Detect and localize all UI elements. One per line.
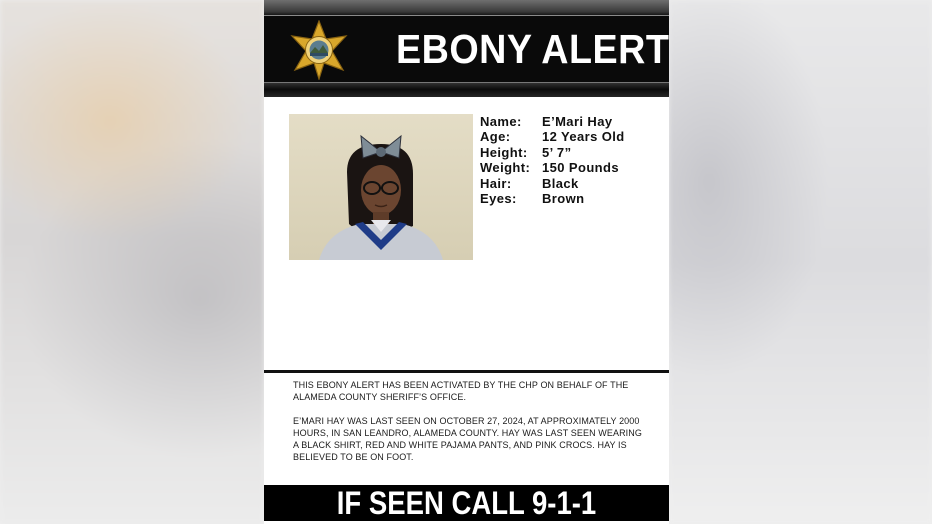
blurred-background-right <box>669 0 932 524</box>
detail-row-hair <box>480 176 660 191</box>
detail-row-weight <box>480 160 660 175</box>
detail-row-name <box>480 114 660 129</box>
detail-label: Hair: <box>480 175 512 191</box>
call-to-action-text: IF SEEN CALL 9-1-1 <box>336 485 597 521</box>
alert-poster <box>264 0 669 524</box>
detail-value: Brown <box>542 190 585 206</box>
detail-row-height <box>480 145 660 160</box>
blurred-background-left <box>0 0 264 524</box>
detail-value: 12 Years Old <box>542 129 625 145</box>
person-photo-image <box>289 114 473 260</box>
person-details <box>480 114 660 206</box>
detail-value: E’Mari Hay <box>542 114 613 129</box>
detail-label: Height: <box>480 144 528 160</box>
detail-label: Name: <box>480 114 522 129</box>
detail-value: 150 Pounds <box>542 160 619 176</box>
detail-value: 5’ 7” <box>542 144 572 160</box>
section-divider <box>264 370 669 373</box>
notice-paragraph-activation: THIS EBONY ALERT HAS BEEN ACTIVATED BY THE CHP ON BEHALF OF THE ALAMEDA COUNTY SHERIFF’S OFFICE. <box>293 380 629 402</box>
detail-row-eyes <box>480 191 660 206</box>
poster-header <box>264 0 669 97</box>
detail-value: Black <box>542 175 579 191</box>
alert-title: EBONY ALERT <box>396 26 669 72</box>
detail-label: Weight: <box>480 160 531 176</box>
missing-person-photo <box>289 114 473 260</box>
chp-star-badge-icon <box>288 20 350 80</box>
detail-row-age <box>480 129 660 144</box>
call-to-action-banner <box>264 485 669 521</box>
alert-notice <box>293 379 648 463</box>
detail-label: Eyes: <box>480 190 517 206</box>
notice-paragraph-last-seen: E’MARI HAY WAS LAST SEEN ON OCTOBER 27, 2024, AT APPROXIMATELY 2000 HOURS, IN SAN LEANDRO, ALAMEDA COUNTY. HAY WAS LAST SEEN WEARING A BLACK SHIRT, RED AND WHITE PAJAMA PANTS, AND PINK CROCS. HAY IS BELIEVED TO BE ON FOOT. <box>293 416 642 462</box>
detail-label: Age: <box>480 129 511 145</box>
